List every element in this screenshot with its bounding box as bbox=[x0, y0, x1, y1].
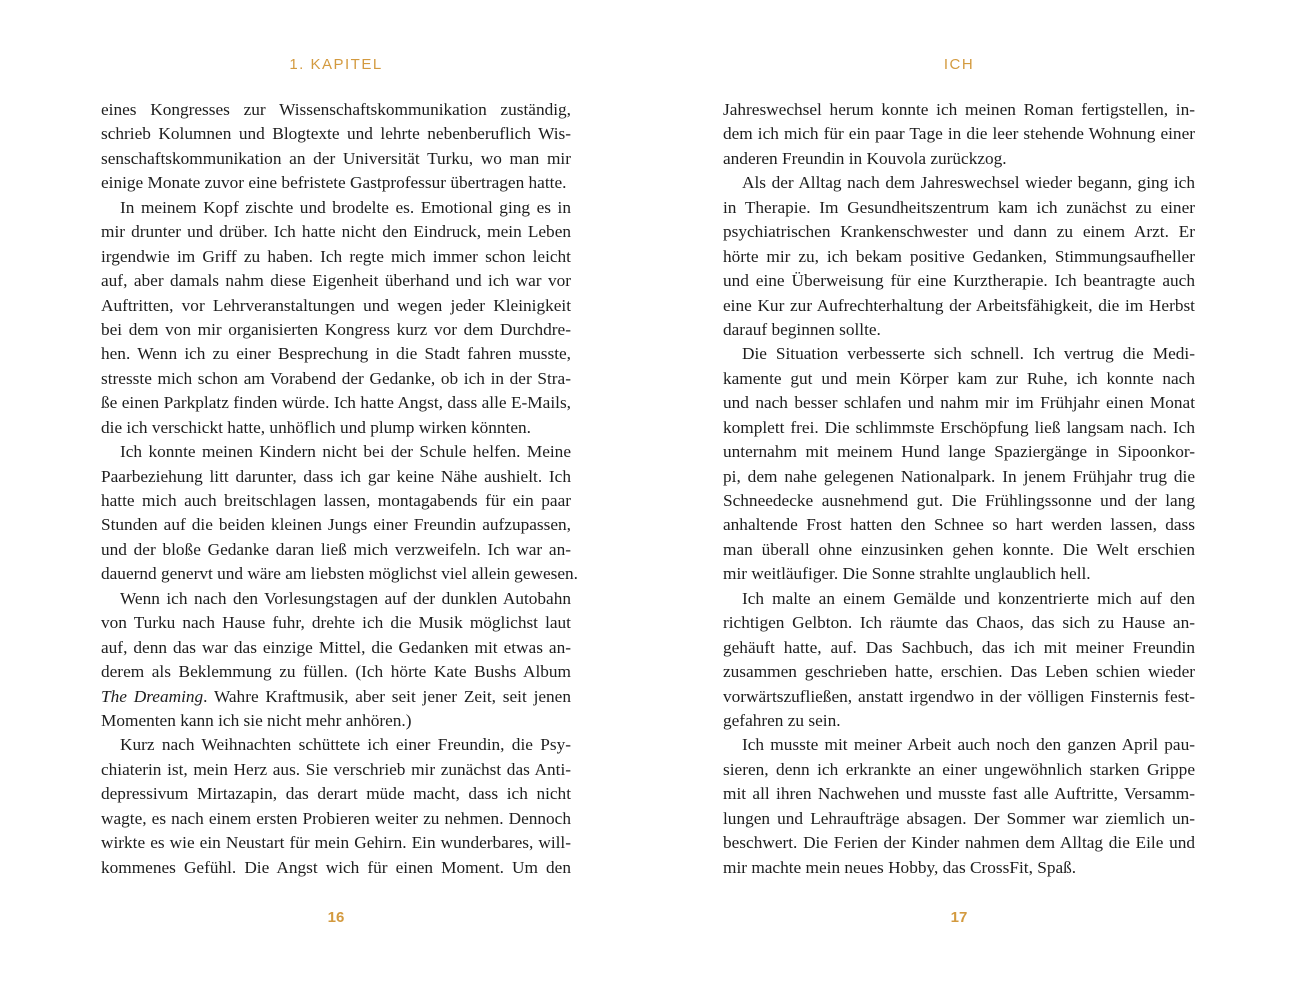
text-line: die ich verschickt hatte, unhöflich und plump wirken könnten. bbox=[101, 417, 532, 437]
text-line: Ich konnte meinen Kindern nicht bei der Schule helfen. Meine bbox=[120, 442, 571, 462]
text-line: schrieb Kolumnen und Blogtexte und lehrte nebenberuflich Wis- bbox=[101, 124, 571, 144]
text-line: wagte, es nach einem ersten Probieren weiter zu nehmen. Dennoch bbox=[101, 808, 571, 828]
text-line: darauf beginnen sollte. bbox=[723, 319, 881, 339]
text-line: irgendwie im Griff zu haben. Ich regte mich immer schon leicht bbox=[101, 246, 571, 266]
text-line: wirkte es wie ein Neustart für mein Gehirn. Ein wunderbares, will- bbox=[101, 833, 571, 853]
text-line: Ich musste mit meiner Arbeit auch noch den ganzen April pau- bbox=[742, 735, 1195, 755]
text-line: zusammen geschrieben hatte, erschien. Das Leben schien wieder bbox=[723, 662, 1195, 682]
text-line: auf, denn das war das einzige Mittel, die Gedanken mit etwas an- bbox=[101, 637, 571, 657]
text-line: einige Monate zuvor eine befristete Gastprofessur übertragen hatte. bbox=[101, 173, 567, 193]
text-line: hatte mich auch breitschlagen lassen, montagabends für ein paar bbox=[101, 491, 571, 510]
text-line: Kurz nach Weihnachten schüttete ich einer Freundin, die Psy- bbox=[120, 735, 571, 755]
text-line: dem ich mich für ein paar Tage in die leer stehende Wohnung einer bbox=[723, 124, 1195, 144]
text-line: eine Kur zur Aufrechterhaltung der Arbeitsfähigkeit, die im Herbst bbox=[723, 295, 1195, 315]
text-line: Jahreswechsel herum konnte ich meinen Roman fertigstellen, in- bbox=[723, 100, 1195, 119]
body-text bbox=[723, 98, 1195, 880]
text-line: stresste mich schon am Vorabend der Gedanke, ob ich in der Stra- bbox=[101, 368, 571, 388]
text-line: mir drunter und drüber. Ich hatte nicht den Eindruck, mein Leben bbox=[101, 222, 571, 242]
text-fragment: . Wahre Kraftmusik, aber seit jener Zeit, seit jenen bbox=[203, 686, 571, 706]
text-line: unternahm mit meinem Hund lange Spaziergänge in Sipoonkor- bbox=[723, 442, 1195, 462]
text-line: Wenn ich nach den Vorlesungstagen auf der dunklen Autobahn bbox=[120, 588, 571, 608]
text-line: von Turku nach Hause fuhr, drehte ich die Musik möglichst laut bbox=[101, 613, 571, 633]
text-line: sieren, denn ich erkrankte an einer ungewöhnlich starken Grippe bbox=[723, 759, 1195, 779]
text-line: psychiatrischen Krankenschwester und dann zu einem Arzt. Er bbox=[723, 222, 1195, 242]
text-line: gehäuft hatte, auf. Das Sachbuch, das ich mit meiner Freundin bbox=[723, 637, 1195, 657]
text-line: mir weitläufiger. Die Sonne strahlte unglaublich hell. bbox=[723, 564, 1091, 584]
text-line: vorwärtszufließen, anstatt irgendwo in der völligen Finsternis fest- bbox=[723, 686, 1195, 706]
running-head: 1. KAPITEL bbox=[289, 56, 383, 73]
text-line: Stunden auf die beiden kleinen Jungs einer Freundin aufzupassen, bbox=[101, 515, 571, 535]
text-line: und der bloße Gedanke daran ließ mich verzweifeln. Ich war an- bbox=[101, 539, 571, 559]
text-line: Die Situation verbesserte sich schnell. Ich vertrug die Medi- bbox=[742, 344, 1195, 364]
text-line: kommenes Gefühl. Die Angst wich für einen Moment. Um den bbox=[101, 857, 571, 877]
text-line: chiaterin ist, mein Herz aus. Sie verschrieb mir zunächst das Anti- bbox=[101, 759, 571, 779]
album-title: The Dreaming bbox=[101, 686, 204, 706]
text-line: lungen und Lehraufträge absagen. Der Sommer war ziemlich un- bbox=[723, 808, 1195, 828]
text-line: depressivum Mirtazapin, das derart müde macht, dass ich nicht bbox=[101, 784, 571, 804]
text-line: Auftritten, vor Lehrveranstaltungen und wegen jeder Kleinigkeit bbox=[101, 295, 571, 315]
text-line: mir machte mein neues Hobby, das CrossFit, Spaß. bbox=[723, 857, 1077, 877]
text-line: ße einen Parkplatz finden würde. Ich hatte Angst, dass alle E-Mails, bbox=[101, 393, 571, 413]
text-line: eines Kongresses zur Wissenschaftskommunikation zuständig, bbox=[101, 100, 571, 119]
left-page bbox=[0, 0, 647, 1000]
text-line: anderen Freundin in Kouvola zurückzog. bbox=[723, 148, 1007, 168]
text-line: richtigen Gelbton. Ich räumte das Chaos, das sich zu Hause an- bbox=[723, 613, 1195, 633]
text-line: hen. Wenn ich zu einer Besprechung in die Stadt fahren musste, bbox=[101, 344, 571, 364]
text-line: und eine Überweisung für eine Kurztherapie. Ich beantragte auch bbox=[723, 271, 1195, 291]
page-number: 17 bbox=[950, 909, 968, 926]
text-line: hörte mir zu, ich bekam positive Gedanken, Stimmungsaufheller bbox=[723, 246, 1195, 266]
text-line: komplett frei. Die schlimmste Erschöpfung ließ langsam nach. Ich bbox=[723, 417, 1195, 437]
text-line: auf, aber damals nahm diese Eigenheit überhand und ich war vor bbox=[101, 271, 571, 291]
text-line: In meinem Kopf zischte und brodelte es. Emotional ging es in bbox=[120, 197, 571, 217]
text-line: in Therapie. Im Gesundheitszentrum kam ich zunächst zu einer bbox=[723, 197, 1195, 217]
text-line: Schneedecke ausnehmend gut. Die Frühlingssonne und der lang bbox=[723, 491, 1195, 510]
text-line: derem als Beklemmung zu füllen. (Ich hörte Kate Bushs Album bbox=[101, 662, 571, 682]
text-line: bei dem von mir organisierten Kongress kurz vor dem Durchdre- bbox=[101, 319, 571, 339]
running-head: ICH bbox=[943, 56, 975, 73]
body-text bbox=[101, 98, 578, 880]
text-line: und nach besser schlafen und nahm mir im Frühjahr einen Monat bbox=[723, 393, 1195, 413]
text-line: Paarbeziehung litt darunter, dass ich gar keine Nähe aushielt. Ich bbox=[101, 466, 571, 486]
text-line: anhaltende Frost hatten den Schnee so hart werden lassen, dass bbox=[723, 515, 1195, 535]
text-line: mit all ihren Nachwehen und musste fast alle Auftritte, Versamm- bbox=[723, 784, 1195, 804]
text-line: dauernd genervt und wäre am liebsten möglichst viel allein gewesen. bbox=[101, 564, 578, 584]
text-line: gefahren zu sein. bbox=[723, 710, 841, 730]
text-line: Momenten kann ich sie nicht mehr anhören.) bbox=[101, 710, 412, 730]
text-line: beschwert. Die Ferien der Kinder nahmen dem Alltag die Eile und bbox=[723, 833, 1195, 853]
text-line: kamente gut und mein Körper kam zur Ruhe, ich konnte nach bbox=[723, 368, 1195, 388]
text-line-with-album-title bbox=[101, 685, 571, 709]
text-line: man überall ohne einzusinken gehen konnte. Die Welt erschien bbox=[723, 539, 1195, 559]
right-page bbox=[648, 0, 1295, 1000]
text-line: senschaftskommunikation an der Universität Turku, wo man mir bbox=[101, 148, 571, 168]
page-number: 16 bbox=[327, 909, 345, 926]
text-line: pi, dem nahe gelegenen Nationalpark. In jenem Frühjahr trug die bbox=[723, 466, 1195, 486]
text-line: Als der Alltag nach dem Jahreswechsel wieder begann, ging ich bbox=[742, 173, 1195, 193]
text-line: Ich malte an einem Gemälde und konzentrierte mich auf den bbox=[742, 588, 1195, 608]
